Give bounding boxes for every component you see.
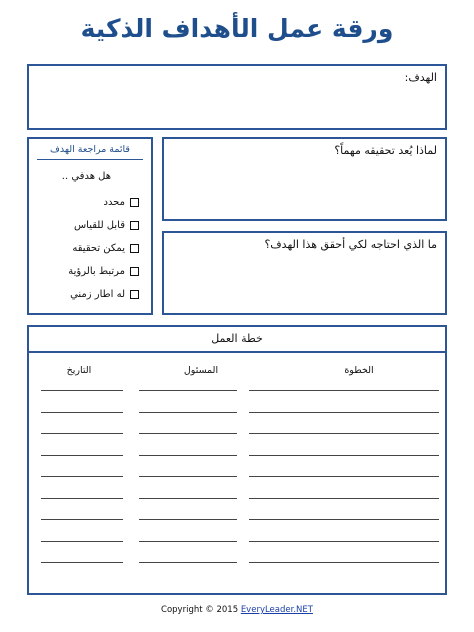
step-line[interactable] xyxy=(249,498,439,499)
checkbox-icon[interactable] xyxy=(130,221,139,230)
responsible-line[interactable] xyxy=(139,433,237,434)
responsible-line[interactable] xyxy=(139,498,237,499)
checklist-item-time-bound[interactable]: له اطار زمني xyxy=(70,289,139,300)
date-line[interactable] xyxy=(41,519,123,520)
date-line[interactable] xyxy=(41,412,123,413)
column-header-step: الخطوة xyxy=(344,365,374,376)
responsible-line[interactable] xyxy=(139,541,237,542)
responsible-line[interactable] xyxy=(139,412,237,413)
responsible-line[interactable] xyxy=(139,455,237,456)
date-line[interactable] xyxy=(41,433,123,434)
why-important-box[interactable] xyxy=(162,137,447,221)
goal-checklist-box xyxy=(27,137,153,315)
footer xyxy=(0,605,474,615)
checkbox-icon[interactable] xyxy=(130,267,139,276)
action-plan-box xyxy=(27,325,447,595)
responsible-line[interactable] xyxy=(139,519,237,520)
footer-copyright: Copyright © 2015 xyxy=(161,605,239,615)
checklist-item-specific[interactable]: محدد xyxy=(103,197,139,208)
checkbox-icon[interactable] xyxy=(130,244,139,253)
footer-link[interactable]: EveryLeader.NET xyxy=(240,605,313,615)
step-line[interactable] xyxy=(249,390,439,391)
date-line[interactable] xyxy=(41,390,123,391)
responsible-line[interactable] xyxy=(139,562,237,563)
step-line[interactable] xyxy=(249,455,439,456)
step-line[interactable] xyxy=(249,519,439,520)
checklist-item-relevant[interactable]: مرتبط بالرؤية xyxy=(68,266,139,277)
action-plan-rows xyxy=(29,327,445,593)
column-header-date: التاريخ xyxy=(66,365,92,376)
checklist-item-measurable[interactable]: قابل للقياس xyxy=(74,220,139,231)
step-line[interactable] xyxy=(249,476,439,477)
step-line[interactable] xyxy=(249,562,439,563)
date-line[interactable] xyxy=(41,562,123,563)
date-line[interactable] xyxy=(41,541,123,542)
column-header-responsible: المسئول xyxy=(183,365,219,376)
what-i-need-box[interactable] xyxy=(162,231,447,315)
date-line[interactable] xyxy=(41,498,123,499)
responsible-line[interactable] xyxy=(139,476,237,477)
date-line[interactable] xyxy=(41,455,123,456)
checkbox-icon[interactable] xyxy=(130,290,139,299)
step-line[interactable] xyxy=(249,412,439,413)
date-line[interactable] xyxy=(41,476,123,477)
step-line[interactable] xyxy=(249,433,439,434)
why-important-label: لماذا يُعد تحقيقه مهماً؟ xyxy=(334,144,437,157)
what-i-need-label: ما الذي احتاجه لكي أحقق هذا الهدف؟ xyxy=(264,238,437,251)
checklist-question: هل هدفي .. xyxy=(61,171,111,182)
page-title: ورقة عمل الأهداف الذكية xyxy=(80,14,394,43)
checklist-item-achievable[interactable]: يمكن تحقيقه xyxy=(72,243,139,254)
action-plan-title: خطة العمل xyxy=(211,332,263,345)
checklist-divider xyxy=(37,159,143,160)
responsible-line[interactable] xyxy=(139,390,237,391)
step-line[interactable] xyxy=(249,541,439,542)
goal-box[interactable] xyxy=(27,64,447,130)
checklist-title: قائمة مراجعة الهدف xyxy=(50,144,130,155)
checkbox-icon[interactable] xyxy=(130,198,139,207)
goal-label: الهدف: xyxy=(404,71,437,84)
